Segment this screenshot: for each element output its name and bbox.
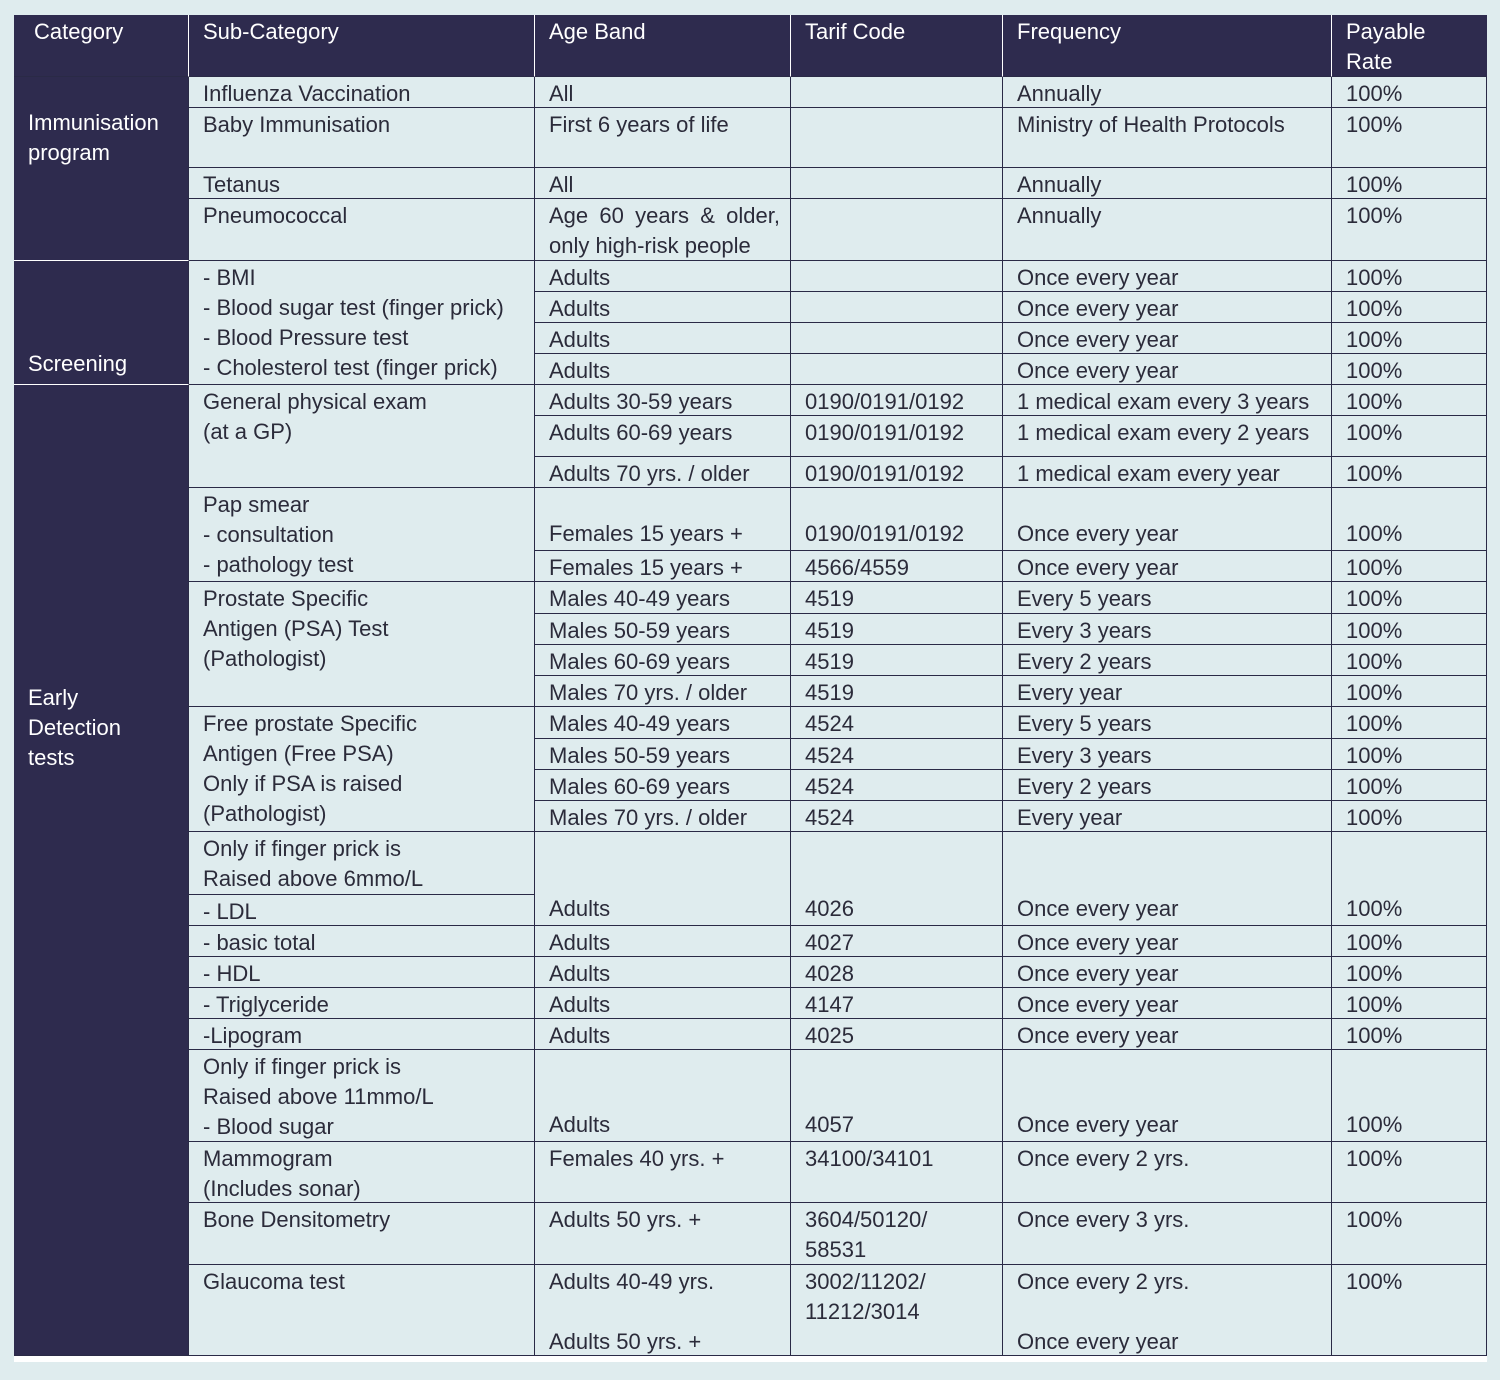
table-cell: -Lipogram (189, 1019, 535, 1050)
benefit-table (14, 15, 1487, 1362)
table-cell: 100% (1332, 957, 1487, 988)
table-cell: Adults (535, 988, 791, 1019)
table-cell: 100% (1332, 770, 1487, 801)
table-cell: - Triglyceride (189, 988, 535, 1019)
cell-line: General physical exam (203, 389, 427, 414)
free-psa-sub (189, 707, 535, 832)
list-item: - Blood Pressure test (203, 325, 409, 350)
table-cell (791, 108, 1003, 168)
table-cell: Adults (535, 323, 791, 354)
header-frequency: Frequency (1003, 15, 1332, 77)
cell-line: (Includes sonar) (203, 1176, 361, 1201)
spacer (1017, 1297, 1321, 1327)
table-cell: Adults (535, 261, 791, 292)
table-cell (791, 323, 1003, 354)
cell-line: 58531 (805, 1237, 867, 1262)
table-cell: 100% (1332, 457, 1487, 488)
table-cell: 1 medical exam every 2 years (1003, 416, 1332, 457)
cell-line: Adults 50 yrs. + (549, 1329, 702, 1354)
table-cell: Every year (1003, 676, 1332, 707)
glaucoma-age (535, 1265, 791, 1356)
table-cell: Every 5 years (1003, 582, 1332, 614)
header-tarif-code: Tarif Code (791, 15, 1003, 77)
cell-line: (Pathologist) (203, 801, 327, 826)
table-cell: Adults 30-59 years (535, 385, 791, 416)
table-cell (791, 354, 1003, 385)
table-cell (535, 1050, 791, 1142)
table-cell: 100% (1332, 199, 1487, 261)
table-cell: Ministry of Health Protocols (1003, 108, 1332, 168)
spacer (549, 1297, 780, 1327)
table-cell: Annually (1003, 77, 1332, 108)
gp-exam-sub (189, 385, 535, 488)
table-cell: 34100/34101 (791, 1142, 1003, 1203)
cell-line: Antigen (PSA) Test (203, 616, 389, 641)
category-immunisation: Immunisation program (14, 77, 189, 261)
table-cell (535, 832, 791, 926)
table-cell: Males 40-49 years (535, 582, 791, 614)
cell-line: Only if finger prick is (203, 1054, 402, 1079)
table-cell: Once every year (1003, 292, 1332, 323)
table-cell: 100% (1332, 1203, 1487, 1265)
table-cell: Age 60 years & older, only high-risk people (535, 199, 791, 261)
table-cell: 1 medical exam every year (1003, 457, 1332, 488)
cell-text: Once every year (1017, 521, 1179, 546)
header-category: Category (14, 15, 189, 77)
table-cell (791, 261, 1003, 292)
cell-text: Once every year (1017, 896, 1179, 921)
table-cell: Adults (535, 292, 791, 323)
table-cell: Females 15 years + (535, 551, 791, 582)
table-cell: 100% (1332, 168, 1487, 199)
table-cell: 100% (1332, 292, 1487, 323)
header-payable-rate: Payable Rate (1332, 15, 1487, 77)
header-sub-category: Sub-Category (189, 15, 535, 77)
table-cell: 100% (1332, 645, 1487, 676)
header-age-band: Age Band (535, 15, 791, 77)
cell-text: 100% (1346, 1112, 1403, 1137)
cell-line: - pathology test (203, 552, 354, 577)
list-item: - BMI (203, 265, 256, 290)
table-cell: 100% (1332, 77, 1487, 108)
table-cell: Once every year (1003, 551, 1332, 582)
cell-line: (Pathologist) (203, 646, 327, 671)
table-cell: Males 70 yrs. / older (535, 676, 791, 707)
table-cell (1332, 488, 1487, 551)
table-cell: Baby Immunisation (189, 108, 535, 168)
psa-sub (189, 582, 535, 707)
table-cell: Adults (535, 957, 791, 988)
table-cell: Males 60-69 years (535, 770, 791, 801)
cell-line: 11212/3014 (805, 1299, 920, 1324)
cell-text: 4057 (805, 1112, 854, 1137)
table-cell: Every 2 years (1003, 770, 1332, 801)
cell-line: Only if PSA is raised (203, 771, 403, 796)
table-cell: Females 40 yrs. + (535, 1142, 791, 1203)
category-screening: Screening (14, 261, 189, 385)
bone-code (791, 1203, 1003, 1265)
cell-line: Raised above 6mmo/L (203, 866, 424, 891)
cell-text: Adults (549, 1112, 611, 1137)
table-cell: Annually (1003, 199, 1332, 261)
table-cell: 100% (1332, 739, 1487, 770)
table-cell: Once every 2 yrs. (1003, 1142, 1332, 1203)
cell-text: Once every year (1017, 1112, 1179, 1137)
cell-text: 100% (1346, 521, 1403, 546)
table-cell: Adults 50 yrs. + (535, 1203, 791, 1265)
table-cell: Every 3 years (1003, 739, 1332, 770)
cell-text: 100% (1346, 896, 1403, 921)
table-cell: 4524 (791, 707, 1003, 739)
table-cell (791, 832, 1003, 926)
table-cell: 0190/0191/0192 (791, 457, 1003, 488)
table-cell (791, 199, 1003, 261)
screening-sub-list (189, 261, 535, 385)
table-cell: Males 40-49 years (535, 707, 791, 739)
table-cell: Influenza Vaccination (189, 77, 535, 108)
cell-line: Adults 40-49 yrs. (549, 1269, 715, 1294)
table-cell: Once every year (1003, 354, 1332, 385)
table-cell: 0190/0191/0192 (791, 385, 1003, 416)
table-cell (791, 488, 1003, 551)
table-cell: 100% (1332, 926, 1487, 957)
cell-line: Prostate Specific (203, 586, 369, 611)
table-cell (1003, 1050, 1332, 1142)
table-cell: 4524 (791, 770, 1003, 801)
cell-line: Pap smear (203, 492, 310, 517)
table-cell: 4027 (791, 926, 1003, 957)
table-cell: 100% (1332, 416, 1487, 457)
table-cell: First 6 years of life (535, 108, 791, 168)
cholesterol-note (189, 832, 535, 895)
table-cell (1332, 832, 1487, 926)
cell-text: Adults (549, 896, 611, 921)
table-cell: 100% (1332, 614, 1487, 645)
cell-line: (at a GP) (203, 419, 293, 444)
mammogram-sub (189, 1142, 535, 1203)
table-cell (1003, 832, 1332, 926)
cell-line: 3002/11202/ (805, 1269, 926, 1294)
table-cell: Once every year (1003, 261, 1332, 292)
table-cell: 4147 (791, 988, 1003, 1019)
list-item: - Cholesterol test (finger prick) (203, 355, 498, 380)
table-cell: Males 50-59 years (535, 739, 791, 770)
cell-line: Once every year (1017, 1329, 1179, 1354)
cell-text: 0190/0191/0192 (805, 521, 965, 546)
table-cell: 1 medical exam every 3 years (1003, 385, 1332, 416)
cell-line: 3604/50120/ (805, 1207, 928, 1232)
table-cell: Once every year (1003, 323, 1332, 354)
table-cell (791, 1050, 1003, 1142)
table-cell: Adults (535, 1019, 791, 1050)
table-cell: - basic total (189, 926, 535, 957)
category-early-detection: Early Detection tests (14, 385, 189, 1356)
table-cell: Every year (1003, 801, 1332, 832)
table-cell: 4524 (791, 801, 1003, 832)
table-cell: 100% (1332, 707, 1487, 739)
table-cell: All (535, 77, 791, 108)
cell-line: Once every 2 yrs. (1017, 1269, 1190, 1294)
table-cell (791, 168, 1003, 199)
table-cell: 100% (1332, 801, 1487, 832)
table-cell: Adults 60-69 years (535, 416, 791, 457)
table-cell: 100% (1332, 1142, 1487, 1203)
table-cell: 100% (1332, 354, 1487, 385)
table-cell: Glaucoma test (189, 1265, 535, 1356)
table-cell: Bone Densitometry (189, 1203, 535, 1265)
table-cell: Tetanus (189, 168, 535, 199)
table-cell (791, 292, 1003, 323)
table-cell: Adults (535, 354, 791, 385)
table-cell: - LDL (189, 895, 535, 926)
table-cell: Once every year (1003, 1019, 1332, 1050)
table-cell: 100% (1332, 676, 1487, 707)
table-cell: Adults 70 yrs. / older (535, 457, 791, 488)
table-cell: Once every 3 yrs. (1003, 1203, 1332, 1265)
table-cell: Every 3 years (1003, 614, 1332, 645)
table-cell: 100% (1332, 323, 1487, 354)
table-cell: 4524 (791, 739, 1003, 770)
cell-line: - consultation (203, 522, 334, 547)
table-cell: 100% (1332, 988, 1487, 1019)
table-cell: Males 70 yrs. / older (535, 801, 791, 832)
table-cell: 4519 (791, 614, 1003, 645)
table-cell: All (535, 168, 791, 199)
table-cell: 100% (1332, 1265, 1487, 1356)
table-cell (1332, 1050, 1487, 1142)
table-cell: 0190/0191/0192 (791, 416, 1003, 457)
table-cell: Once every year (1003, 957, 1332, 988)
table-cell: Every 5 years (1003, 707, 1332, 739)
cell-line: Raised above 11mmo/L (203, 1084, 434, 1109)
table-cell (535, 488, 791, 551)
table-cell: 4028 (791, 957, 1003, 988)
table-cell: Annually (1003, 168, 1332, 199)
table-cell: 4519 (791, 582, 1003, 614)
table-cell: 4519 (791, 676, 1003, 707)
glaucoma-freq (1003, 1265, 1332, 1356)
table-cell: 4025 (791, 1019, 1003, 1050)
cell-line: Antigen (Free PSA) (203, 741, 394, 766)
table-cell: 100% (1332, 1019, 1487, 1050)
table-cell: Once every year (1003, 926, 1332, 957)
cell-line: - Blood sugar (203, 1114, 334, 1139)
table-cell: 4566/4559 (791, 551, 1003, 582)
table-cell (1003, 488, 1332, 551)
cell-line: Mammogram (203, 1146, 333, 1171)
list-item: - Blood sugar test (finger prick) (203, 295, 504, 320)
table-cell: 100% (1332, 551, 1487, 582)
table-cell: Males 50-59 years (535, 614, 791, 645)
table-cell (791, 77, 1003, 108)
cell-text: 4026 (805, 896, 854, 921)
cell-line: Free prostate Specific (203, 711, 417, 736)
cell-text: Females 15 years + (549, 521, 743, 546)
table-cell: 100% (1332, 261, 1487, 292)
cell-line: Only if finger prick is (203, 836, 402, 861)
table-cell: 100% (1332, 385, 1487, 416)
table-cell: 4519 (791, 645, 1003, 676)
table-cell: Once every year (1003, 988, 1332, 1019)
pap-smear-sub (189, 488, 535, 582)
table-cell: - HDL (189, 957, 535, 988)
blood-sugar-sub (189, 1050, 535, 1142)
table-cell: Pneumococcal (189, 199, 535, 261)
table-cell: Every 2 years (1003, 645, 1332, 676)
table-cell: 100% (1332, 108, 1487, 168)
glaucoma-code (791, 1265, 1003, 1356)
table-cell: Adults (535, 926, 791, 957)
table-cell: Males 60-69 years (535, 645, 791, 676)
table-cell: 100% (1332, 582, 1487, 614)
